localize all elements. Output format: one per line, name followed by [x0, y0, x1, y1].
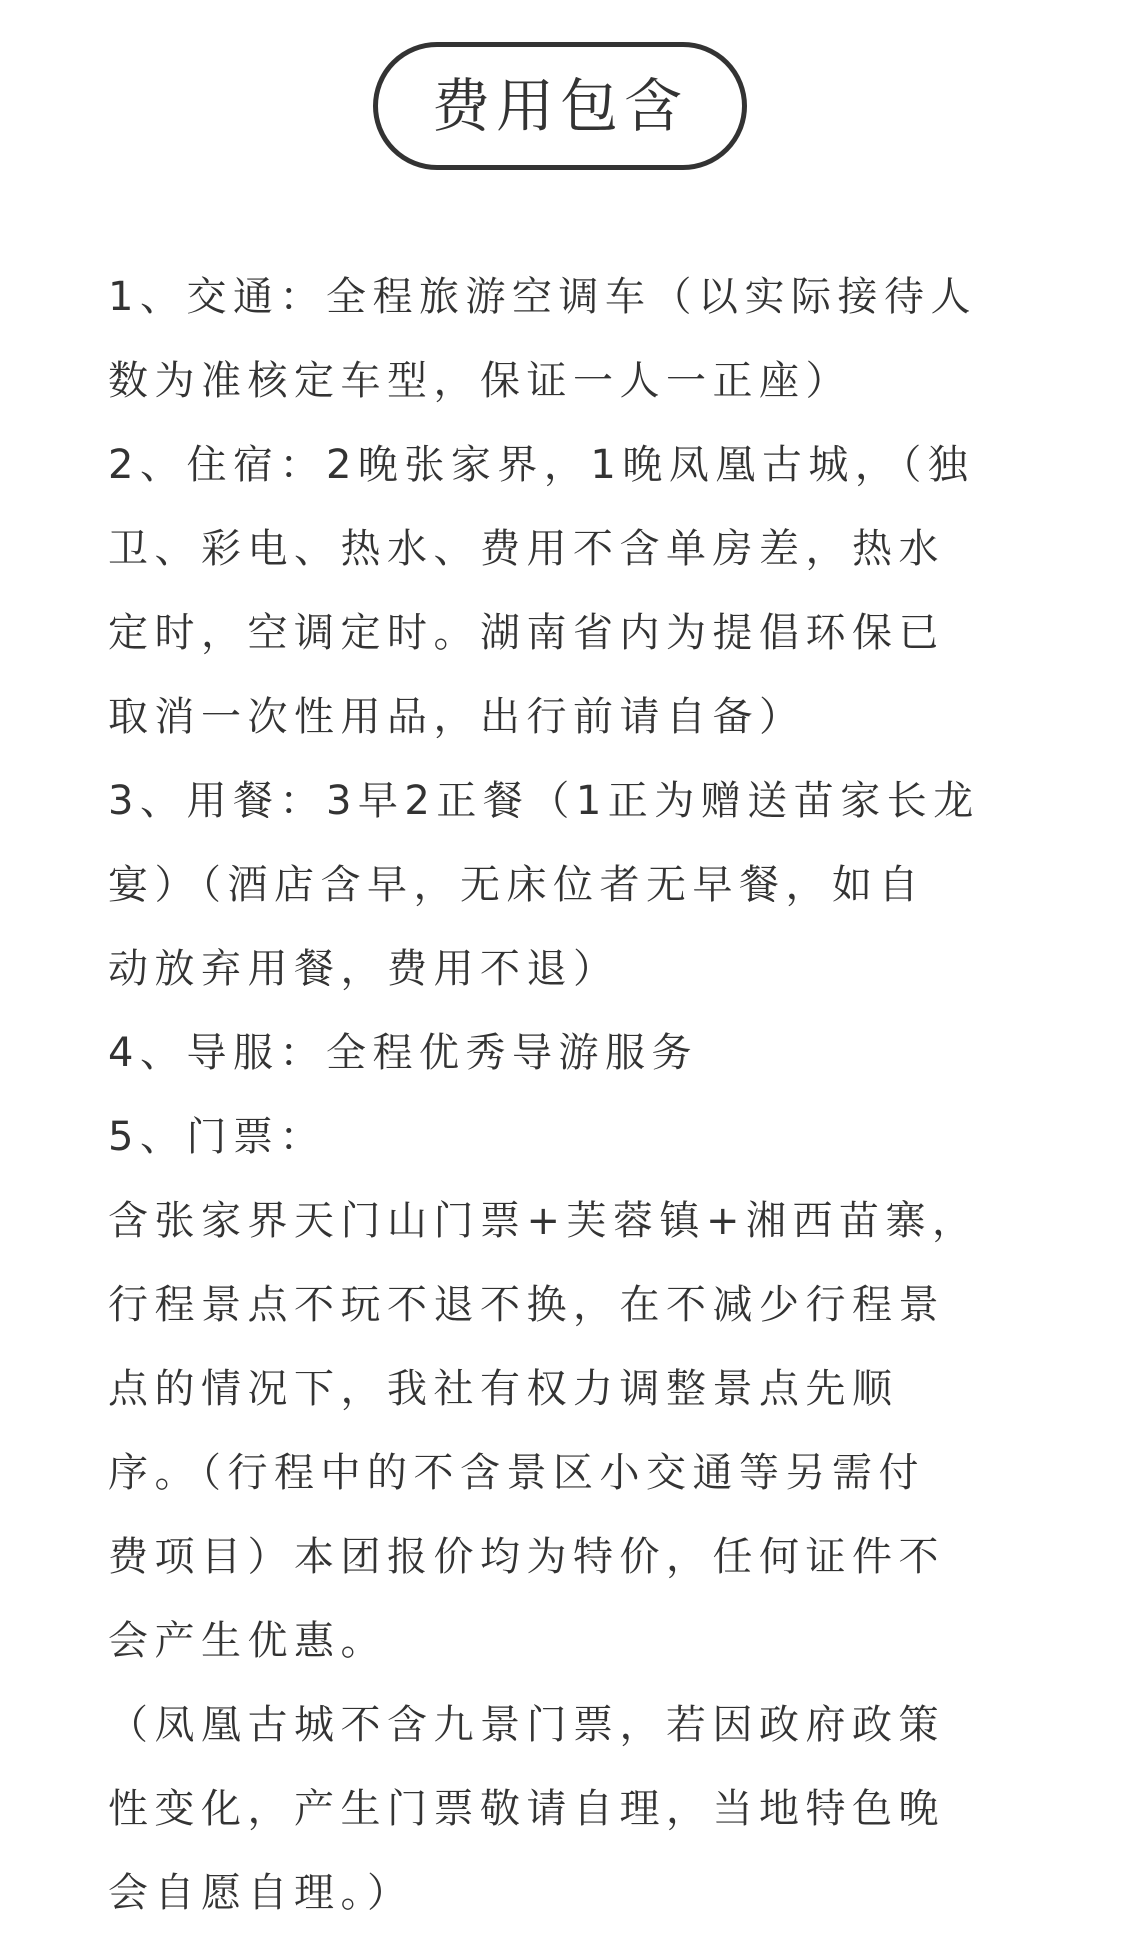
- text-line: 宴）（酒店含早，无床位者无早餐，如自: [108, 862, 925, 908]
- text-line: 含张家界天门山门票+芙蓉镇+湘西苗寨，: [108, 1198, 979, 1244]
- text-line: 会产生优惠。: [108, 1618, 387, 1664]
- text-line: 取消一次性用品，出行前请自备）: [108, 694, 806, 740]
- text-line: 1、交通：全程旅游空调车（以实际接待人: [108, 274, 977, 320]
- text-line: 点的情况下，我社有权力调整景点先顺: [108, 1366, 899, 1412]
- text-line: 性变化，产生门票敬请自理，当地特色晚: [108, 1786, 945, 1832]
- text-line: 卫、彩电、热水、费用不含单房差，热水: [108, 526, 945, 572]
- text-line: 行程景点不玩不退不换，在不减少行程景: [108, 1282, 945, 1328]
- fee-inclusion-list: [108, 255, 1008, 1935]
- text-line: 定时，空调定时。湖南省内为提倡环保已: [108, 610, 945, 656]
- section-title-badge: [373, 42, 747, 170]
- text-line: 序。（行程中的不含景区小交通等另需付: [108, 1450, 925, 1496]
- section-title: 费用包含: [431, 72, 688, 140]
- text-line: 数为准核定车型，保证一人一正座）: [108, 358, 852, 404]
- text-line: 费项目）本团报价均为特价，任何证件不: [108, 1534, 945, 1580]
- text-line: （凤凰古城不含九景门票，若因政府政策: [108, 1702, 945, 1748]
- text-line: 会自愿自理。）: [108, 1870, 414, 1916]
- text-line: 3、用餐：3早2正餐（1正为赠送苗家长龙: [108, 778, 980, 824]
- text-line: 4、导服：全程优秀导游服务: [108, 1030, 698, 1076]
- text-line: 5、门票：: [108, 1114, 326, 1160]
- text-line: 动放弃用餐，费用不退）: [108, 946, 620, 992]
- text-line: 2、住宿：2晚张家界，1晚凤凰古城，（独: [108, 442, 975, 488]
